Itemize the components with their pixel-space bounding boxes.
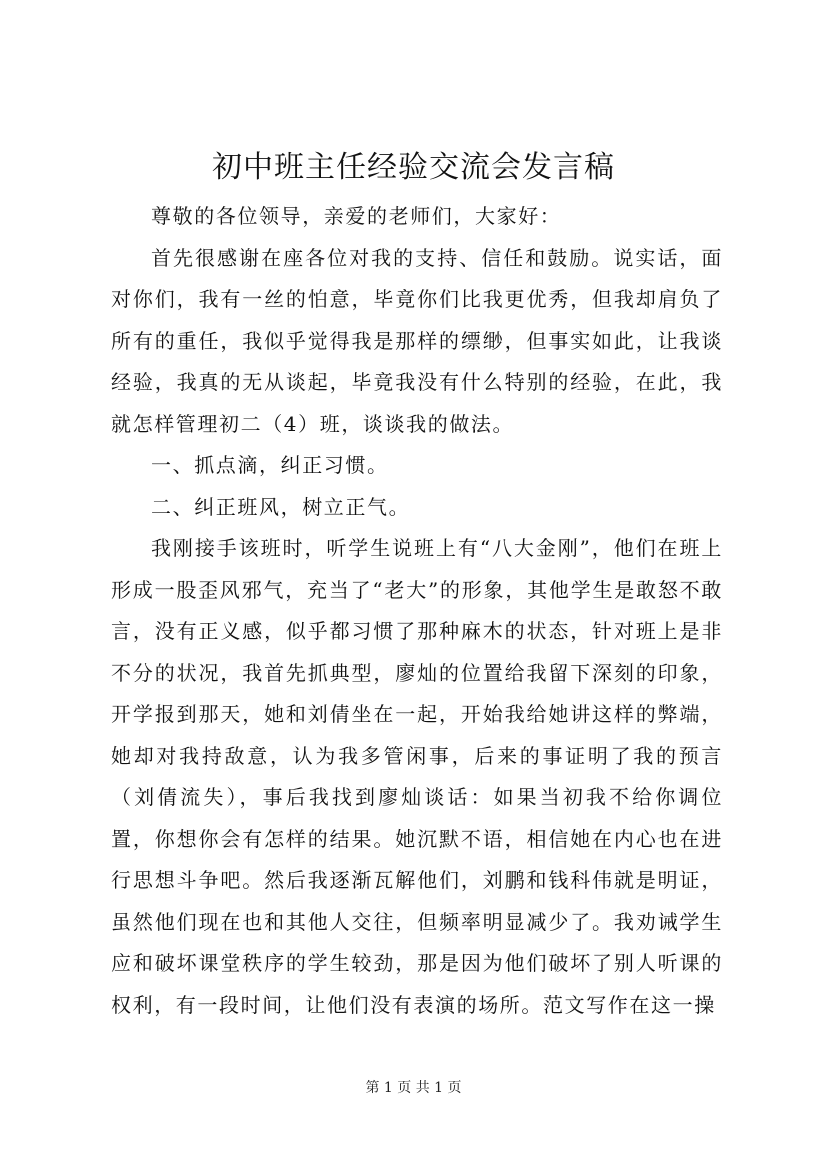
- page-footer: 第 1 页 共 1 页: [365, 1080, 462, 1096]
- intro-paragraph: 首先很感谢在座各位对我的支持、信任和鼓励。说实话，面对你们，我有一丝的怕意，毕竟你们比我更优秀，但我却肩负了所有的重任，我似乎觉得我是那样的缥缈，但事实如此，让我谈经验，我真的无从谈起，毕竟我没有什么特别的经验，在此，我就怎样管理初二（4）班，谈谈我的做法。: [111, 245, 723, 436]
- section-heading-2: 二、纠正班风，树立正气。: [151, 494, 411, 519]
- body-paragraph: 我刚接手该班时，听学生说班上有“八大金刚”，他们在班上形成一股歪风邪气，充当了“老大”的形象，其他学生是敢怒不敢言，没有正义感，似乎都习惯了那种麻木的状态，针对班上是非不分的状况，我首先抓典型，廖灿的位置给我留下深刻的印象，开学报到那天，她和刘倩坐在一起，开始我给她讲这样的弊端，她却对我持敌意，认为我多管闲事，后来的事证明了我的预言（刘倩流失），事后我找到廖灿谈话：如果当初我不给你调位置，你想你会有怎样的结果。她沉默不语，相信她在内心也在进行思想斗争吧。然后我逐渐瓦解他们，刘鹏和钱科伟就是明证，虽然他们现在也和其他人交往，但频率明显减少了。我劝诫学生应和破坏课堂秩序的学生较劲，那是因为他们破坏了别人听课的权利，有一段时间，让他们没有表演的场所。范文写作在这一操: [111, 536, 723, 1017]
- greeting-paragraph: 尊敬的各位领导，亲爱的老师们，大家好：: [151, 204, 562, 228]
- document-title: 初中班主任经验交流会发言稿: [212, 150, 615, 185]
- document-body: [111, 196, 723, 1026]
- section-heading-1: 一、抓点滴，纠正习惯。: [151, 453, 389, 477]
